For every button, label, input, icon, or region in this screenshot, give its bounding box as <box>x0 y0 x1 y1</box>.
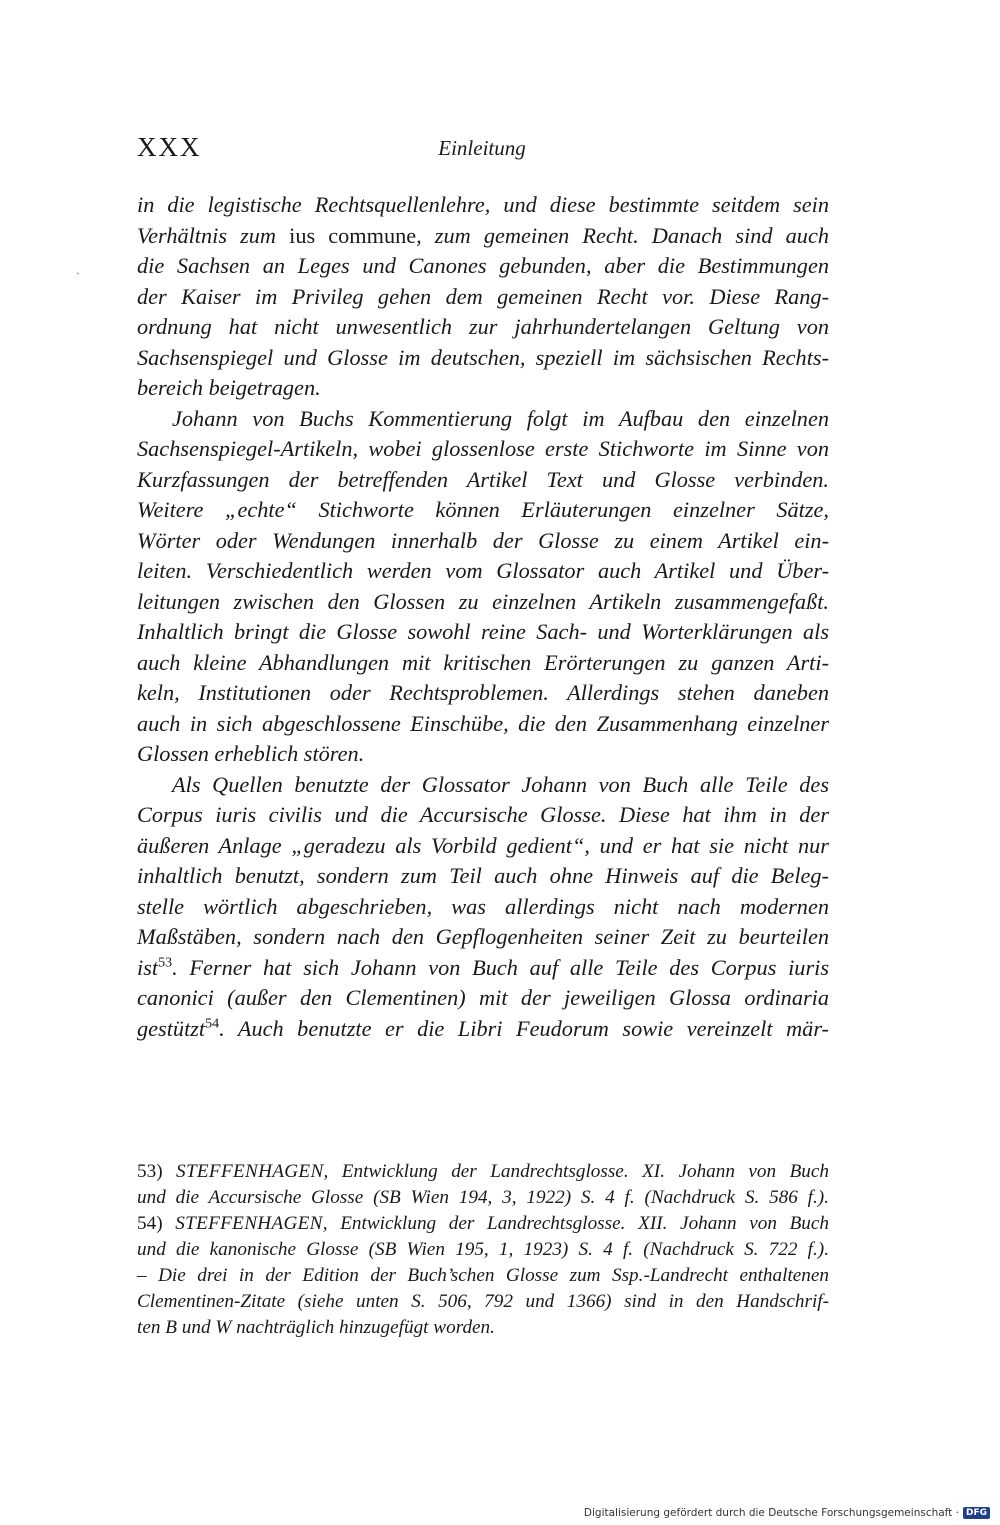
body-line: Johann von Buchs Kommentierung folgt im Aufbau den einzelnen <box>172 405 829 431</box>
body-line: inhaltlich benutzt, sondern zum Teil auch ohne Hinweis auf die Beleg- <box>137 863 829 888</box>
body-line: Als Quellen benutzte der Glossator Johann von Buch alle Teile des <box>172 771 829 797</box>
body-line: Sachsenspiegel und Glosse im deutschen, speziell im sächsischen Rechts- <box>137 344 829 370</box>
body-line: keln, Institutionen oder Rechtsproblemen. Allerdings stehen daneben <box>137 680 829 705</box>
body-line: ist$^{53}$. Ferner hat sich Johann von Buch auf alle Teile des Corpus iuris <box>137 954 829 980</box>
footnote-54-cont: Clementinen-Zitate (siehe unten S. 506, 792 und 1366) sind in den Handschrif- <box>137 1291 829 1312</box>
body-line: leitungen zwischen den Glossen zu einzelnen Artikeln zusammengefaßt. <box>137 588 829 614</box>
body-line: Glossen erheblich stören. <box>137 741 365 766</box>
body-line: Wörter oder Wendungen innerhalb der Glosse zu einem Artikel ein- <box>137 527 829 553</box>
footnote-number: 53) <box>137 1161 163 1182</box>
ius-commune-term: ius commune <box>289 222 417 248</box>
body-line: äußeren Anlage „geradezu als Vorbild gedient“, und er hat sie nicht nur <box>137 832 829 858</box>
body-line: canonici (außer den Clementinen) mit der jeweiligen Glossa ordinaria <box>137 985 829 1010</box>
footnote-54-cont: – Die drei in der Edition der Buch’schen Glosse zum Ssp.-Landrecht enthaltenen <box>137 1265 829 1286</box>
body-line: auch in sich abgeschlossene Einschübe, die den Zusammenhang einzelner <box>137 710 829 736</box>
body-line: die Sachsen an Leges und Canones gebunden, aber die Bestimmungen <box>137 253 829 278</box>
body-line: stelle wörtlich abgeschrieben, was allerdings nicht nach modernen <box>137 893 829 919</box>
footnote-number: 54) <box>137 1213 163 1234</box>
footnote-53-cont: und die Accursische Glosse (SB Wien 194, 3, 1922) S. 4 f. (Nachdruck S. 586 f.). <box>137 1187 829 1208</box>
body-line: Corpus iuris civilis und die Accursische Glosse. Diese hat ihm in der <box>137 802 829 827</box>
body-line: leiten. Verschiedentlich werden vom Glossator auch Artikel und Über- <box>137 558 829 583</box>
stray-mark: ` <box>76 270 80 284</box>
footnotes <box>137 1159 829 1341</box>
body-line: Sachsenspiegel-Artikeln, wobei glossenlose erste Stichworte im Sinne von <box>137 436 829 461</box>
footnote-ref-54: 54 <box>205 1016 220 1032</box>
footnote-author: STEFFENHAGEN <box>176 1161 324 1182</box>
body-line: Maßstäben, sondern nach den Gepflogenheiten seiner Zeit zu beurteilen <box>137 924 829 949</box>
footnote-54-cont: ten B und W nachträglich hinzugefügt worden. <box>137 1317 495 1338</box>
footnote-53: 53) STEFFENHAGEN, Entwicklung der Landrechtsglosse. XI. Johann von Buch <box>137 1161 829 1182</box>
body-line: Weitere „echte“ Stichworte können Erläuterungen einzelner Sätze, <box>137 497 829 522</box>
body-line: Verhältnis zum ius commune, zum gemeinen Recht. Danach sind auch <box>137 222 829 248</box>
footnote-author: STEFFENHAGEN <box>175 1213 323 1234</box>
footnote-54: 54) STEFFENHAGEN, Entwicklung der Landrechtsglosse. XII. Johann von Buch <box>137 1213 829 1234</box>
body-line: der Kaiser im Privileg gehen dem gemeinen Recht vor. Diese Rang- <box>137 283 829 309</box>
digitization-note <box>584 1507 990 1519</box>
body-line: in die legistische Rechtsquellenlehre, und diese bestimmte seitdem sein <box>137 192 829 217</box>
page-number: XXX <box>137 132 202 162</box>
body-line: Inhaltlich bringt die Glosse sowohl reine Sach- und Worterklärungen als <box>137 619 829 644</box>
body-line: ordnung hat nicht unwesentlich zur jahrhundertelangen Geltung von <box>137 314 829 339</box>
running-title: Einleitung <box>438 136 526 160</box>
digitization-text: Digitalisierung gefördert durch die Deutsche Forschungsgemeinschaft · <box>583 1507 959 1519</box>
body-line: gestützt$^{54}$. Auch benutzte er die Libri Feudorum sowie vereinzelt mär- <box>137 1015 829 1041</box>
page-header <box>137 132 827 172</box>
body-line: auch kleine Abhandlungen mit kritischen Erörterungen zu ganzen Arti- <box>137 649 829 675</box>
body-line: Kurzfassungen der betreffenden Artikel Text und Glosse verbinden. <box>137 466 829 492</box>
footnote-54-cont: und die kanonische Glosse (SB Wien 195, 1, 1923) S. 4 f. (Nachdruck S. 722 f.). <box>137 1239 829 1260</box>
dfg-logo-icon: DFG <box>963 1507 990 1519</box>
body-line: bereich beigetragen. <box>137 375 321 400</box>
footnote-ref-53: 53 <box>158 955 173 971</box>
body-text <box>137 190 829 1044</box>
